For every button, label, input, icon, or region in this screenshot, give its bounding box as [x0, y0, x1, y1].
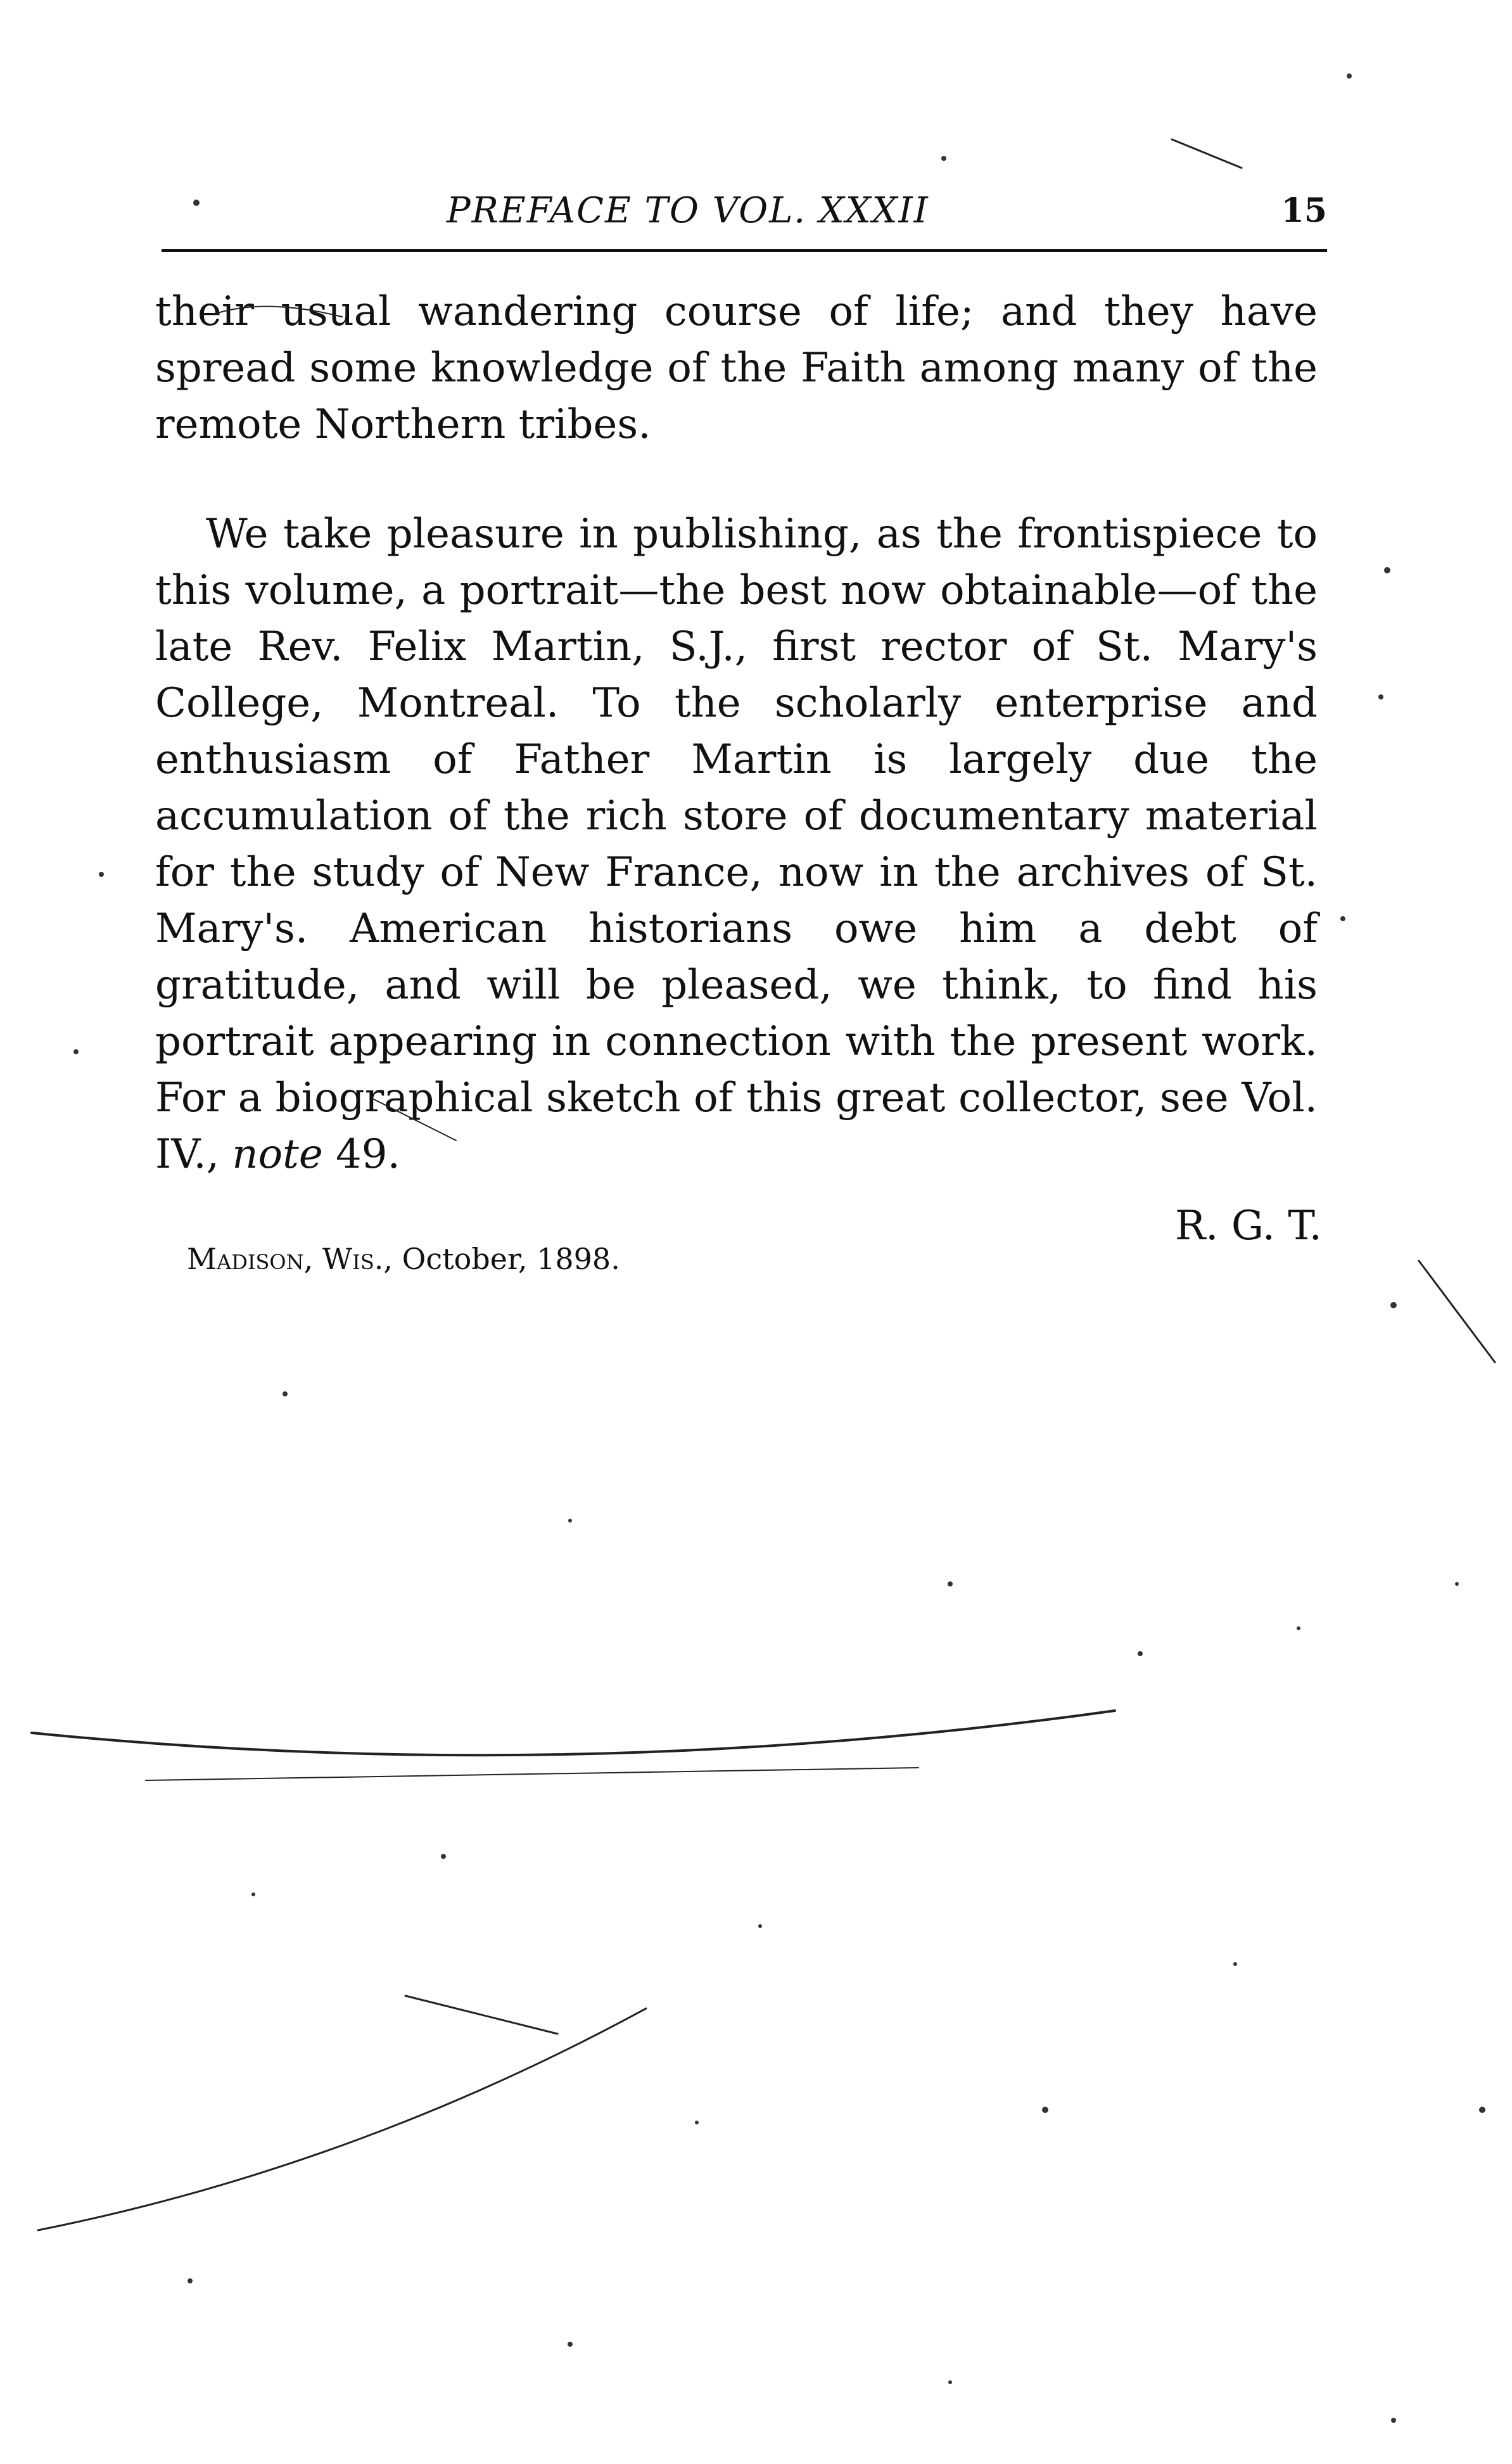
scan-line: [1419, 1261, 1495, 1362]
paragraph-continued: their usual wandering course of life; and they have spread some knowledge of the Faith among many of the remote Northern tribes.: [155, 288, 1318, 448]
header-rule: [162, 249, 1327, 252]
paragraph-frontispiece-text: We take pleasure in publishing, as the frontispiece to this volume, a portrait—the best now obtainable—of the late Rev. Felix Martin, S.J., first rector of St. Mary's College, Montreal. To the scholarly enterprise and enthusiasm of Father Martin is largely due the accumulation of the rich store of documentary material for the study of New France, now in the archives of St. Mary's. American historians owe him a debt of gratitude, and will be pleased, we think, to find his portrait appearing in connection with the present work. For a biographical sketch of this great collector, see Vol. IV.,: [155, 511, 1318, 1178]
page-header: [155, 184, 1327, 241]
scan-line: [405, 1996, 557, 2034]
dateline: [187, 1242, 620, 1276]
paragraph-frontispiece-end: 49.: [322, 1131, 400, 1178]
dateline-date: October, 1898.: [393, 1242, 620, 1276]
note-reference: note: [232, 1131, 323, 1178]
scan-line: [146, 1768, 918, 1780]
dateline-place: Madison, Wis.,: [187, 1242, 393, 1276]
page-number: 15: [1281, 191, 1327, 230]
body-text: [155, 284, 1318, 1183]
paragraph-frontispiece: [155, 506, 1318, 1183]
signature-initials: R. G. T.: [1174, 1203, 1322, 1249]
scan-line: [38, 2008, 646, 2230]
scan-line: [32, 1711, 1115, 1755]
scan-line: [1172, 139, 1242, 168]
running-title: PREFACE TO VOL. XXXII: [447, 190, 929, 231]
